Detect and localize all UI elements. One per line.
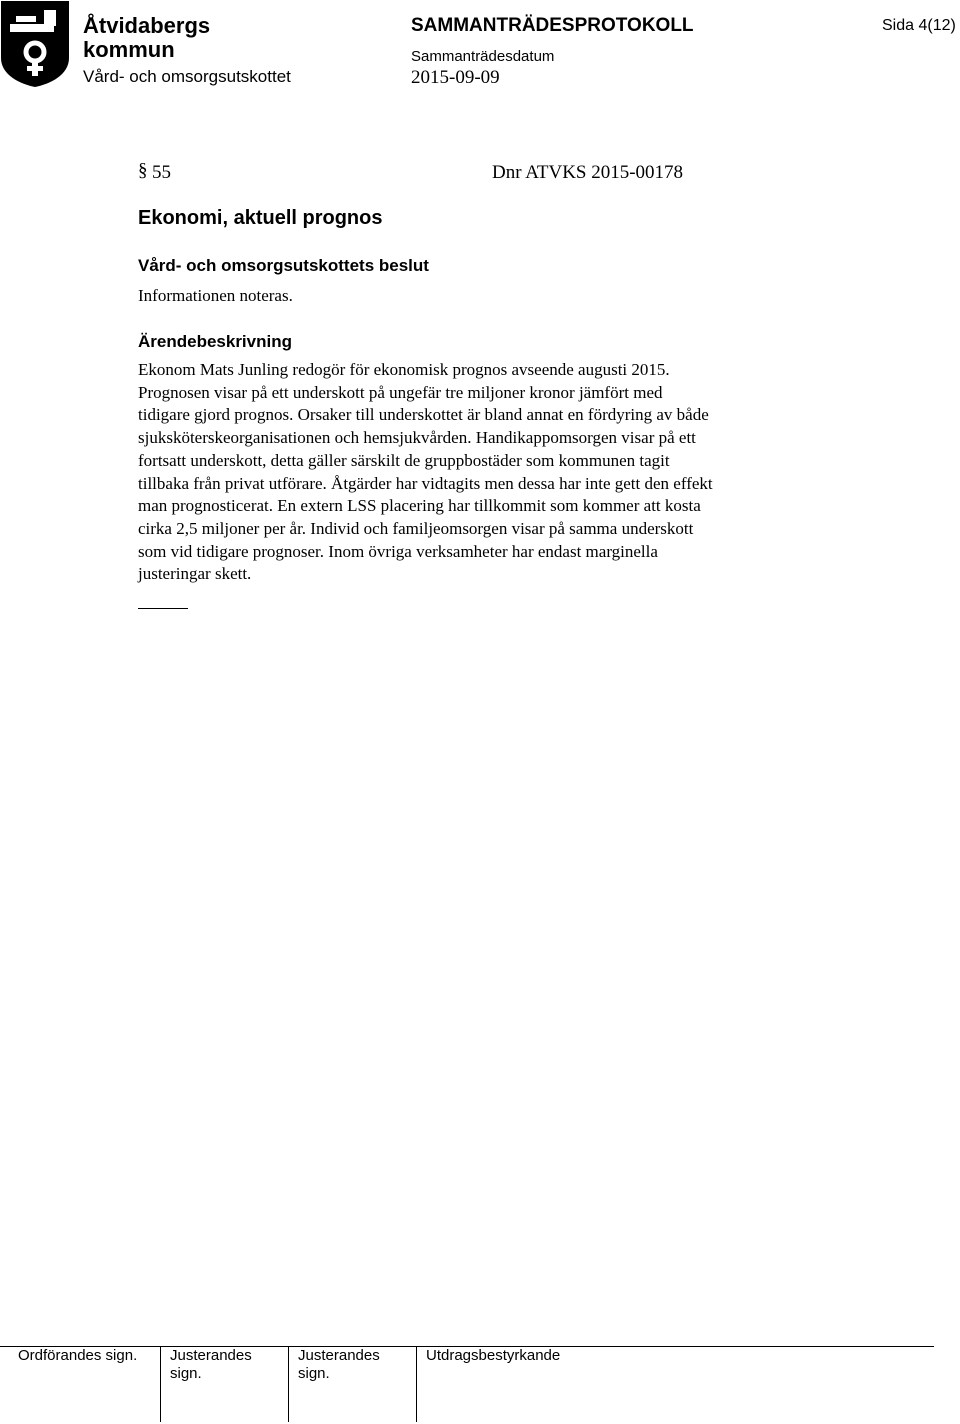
paragraph-number: 55	[152, 162, 171, 183]
item-title: Ekonomi, aktuell prognos	[138, 207, 383, 229]
description-line: Ekonom Mats Junling redogör för ekonomisk prognos avseende augusti 2015.	[138, 360, 670, 379]
coat-of-arms-icon	[0, 0, 70, 88]
section-end-divider	[138, 608, 188, 609]
footer-column-divider	[416, 1346, 417, 1422]
description-line: justeringar skett.	[138, 564, 252, 584]
org-name-line2: kommun	[83, 37, 175, 62]
certifier-label: Utdragsbestyrkande	[426, 1347, 561, 1364]
description-line: som vid tidigare prognoser. Inom övriga verksamheter har endast marginella	[138, 541, 658, 561]
adjuster1-signature-label: Justerandes	[170, 1347, 252, 1364]
adjuster1-signature-sublabel: sign.	[170, 1365, 202, 1382]
document-type: SAMMANTRÄDESPROTOKOLL	[411, 15, 694, 36]
description-line: tidigare gjord prognos. Orsaker till underskottet är bland annat en fördyring av både	[138, 405, 709, 425]
section-symbol: §	[138, 160, 148, 181]
description-body	[138, 359, 828, 586]
decision-text: Informationen noteras.	[138, 286, 293, 305]
page-number: Sida 4(12)	[882, 17, 956, 34]
footer-column-divider	[160, 1346, 161, 1422]
diary-number: Dnr ATVKS 2015-00178	[492, 162, 684, 183]
committee-name: Vård- och omsorgsutskottet	[83, 67, 291, 86]
chair-signature-label: Ordförandes sign.	[18, 1347, 138, 1364]
description-line: tillbaka från privat utförare. Åtgärder har vidtagits men dessa har inte gett den effekt	[138, 473, 713, 493]
adjuster2-signature-sublabel: sign.	[298, 1365, 330, 1382]
description-line: fortsatt underskott, detta gäller särskilt de gruppbostäder som kommunen tagit	[138, 450, 670, 470]
org-name: Åtvidabergs	[83, 13, 211, 38]
description-line: Prognosen visar på ett underskott på ungefär tre miljoner kronor jämfört med	[138, 382, 663, 402]
description-line: man prognosticerat. En extern LSS placering har tillkommit som kommer att kosta	[138, 496, 701, 516]
description-line: cirka 2,5 miljoner per år. Individ och familjeomsorgen visar på samma underskott	[138, 518, 694, 538]
footer-column-divider	[288, 1346, 289, 1422]
adjuster2-signature-label: Justerandes	[298, 1347, 380, 1364]
meeting-date-label: Sammanträdesdatum	[411, 48, 555, 65]
decision-heading: Vård- och omsorgsutskottets beslut	[138, 256, 429, 275]
description-heading: Ärendebeskrivning	[138, 332, 292, 351]
meeting-date: 2015-09-09	[411, 67, 500, 88]
description-line: sjuksköterskeorganisationen och hemsjukvården. Handikappomsorgen visar på ett	[138, 428, 696, 448]
